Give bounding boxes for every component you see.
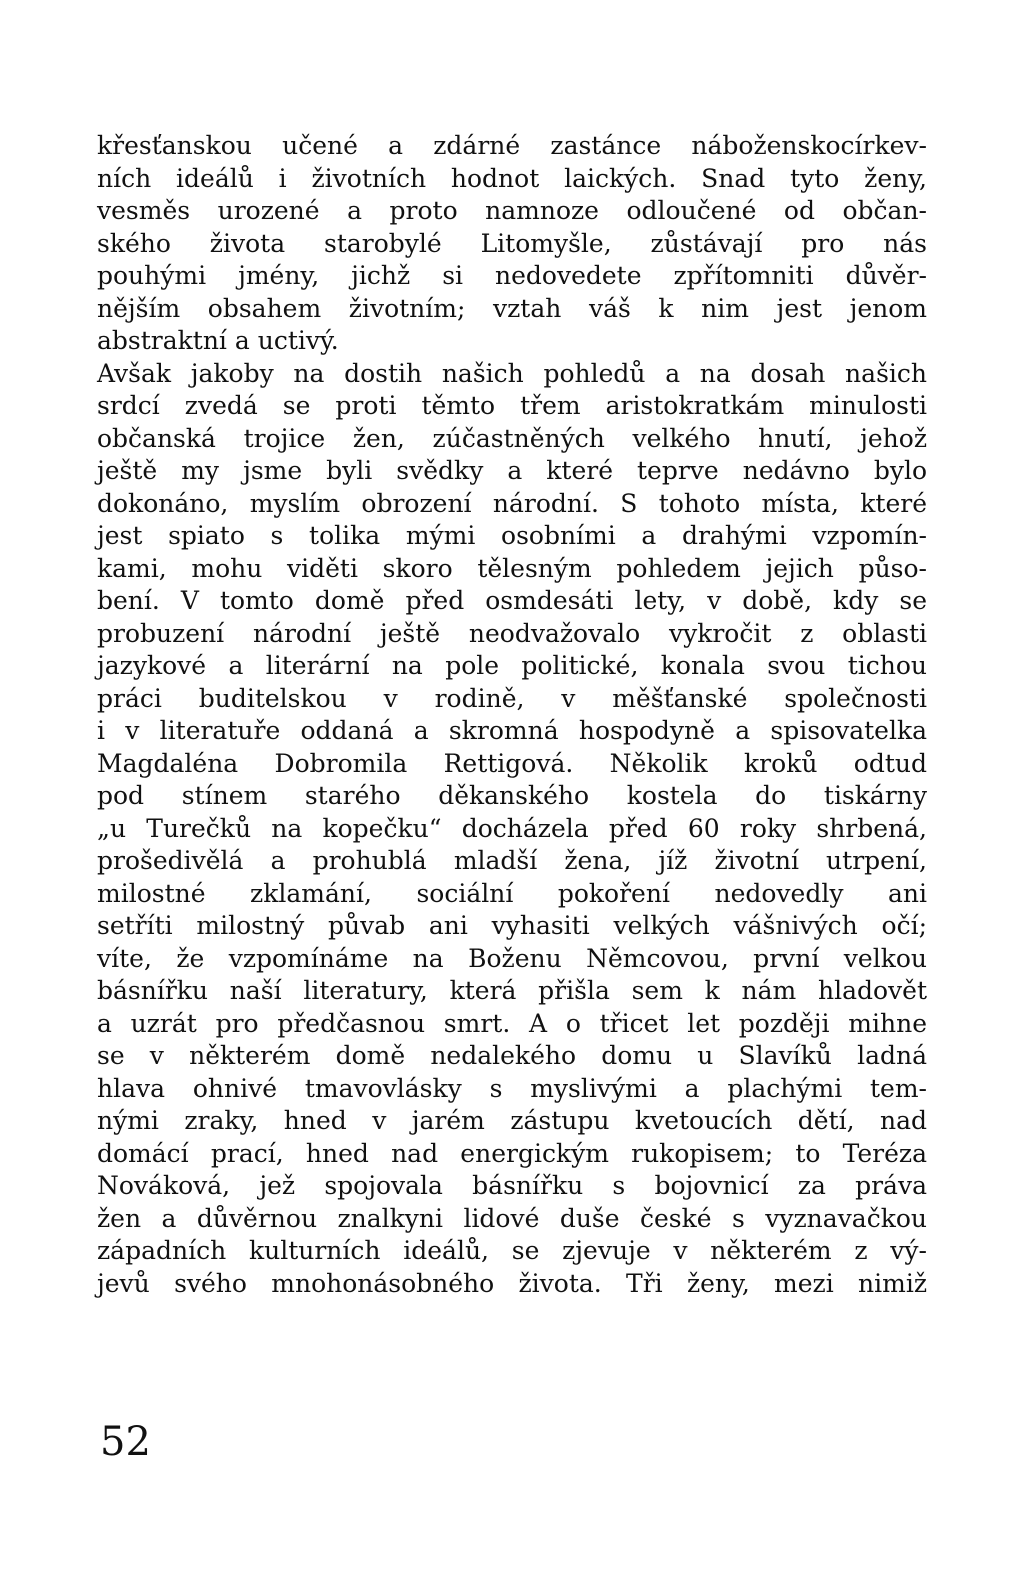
text-line: jevů svého mnohonásobného života. Tři ženy, mezi nimiž <box>97 1268 927 1298</box>
text-line: pod stínem starého děkanského kostela do tiskárny <box>97 781 927 810</box>
text-line: Magdaléna Dobromila Rettigová. Několik kroků odtud <box>97 748 927 778</box>
text-line: se v některém domě nedalekého domu u Slavíků ladná <box>97 1041 927 1070</box>
text-line: milostné zklamání, sociální pokoření nedovedly ani <box>97 878 927 908</box>
text-line: víte, že vzpomínáme na Boženu Němcovou, první velkou <box>97 943 927 973</box>
text-line: Nováková, jež spojovala básnířku s bojovnicí za práva <box>97 1171 927 1200</box>
text-line: pouhými jmény, jichž si nedovedete zpřítomniti důvěr- <box>97 261 927 290</box>
text-line: žen a důvěrnou znalkyni lidové duše české s vyznavačkou <box>97 1203 927 1233</box>
text-line: hlava ohnivé tmavovlásky s myslivými a plachými tem- <box>97 1073 927 1103</box>
text-line: setříti milostný půvab ani vyhasiti velkých vášnivých očí; <box>97 911 927 940</box>
body-text <box>97 130 927 1300</box>
text-line: jazykové a literární na pole politické, konala svou tichou <box>97 651 927 680</box>
text-line: básnířku naší literatury, která přišla sem k nám hladovět <box>97 976 927 1005</box>
text-line: občanská trojice žen, zúčastněných velkého hnutí, jehož <box>97 423 927 453</box>
text-line: ještě my jsme byli svědky a které teprve nedávno bylo <box>97 456 927 485</box>
text-line: abstraktní a uctivý. <box>97 326 339 355</box>
text-line: jest spiato s tolika mými osobními a drahými vzpomín- <box>97 521 927 550</box>
text-line: „u Turečků na kopečku“ docházela před 60 roky shrbená, <box>97 813 927 843</box>
text-line: i v literatuře oddaná a skromná hospodyně a spisovatelka <box>97 716 927 745</box>
text-line: ních ideálů i životních hodnot laických. Snad tyto ženy, <box>97 163 927 193</box>
text-line: a uzrát pro předčasnou smrt. A o třicet let později mihne <box>97 1008 927 1038</box>
text-line: práci buditelskou v rodině, v měšťanské společnosti <box>97 683 927 713</box>
text-line: probuzení národní ještě neodvažovalo vykročit z oblasti <box>97 618 927 648</box>
text-line: západních kulturních ideálů, se zjevuje v některém z vý- <box>97 1236 927 1265</box>
text-line: vesměs urozené a proto namnoze odloučené od občan- <box>97 196 927 225</box>
text-line: bení. V tomto domě před osmdesáti lety, v době, kdy se <box>97 586 927 615</box>
page-number: 52 <box>100 1419 151 1465</box>
text-line: prošedivělá a prohublá mladší žena, jíž životní utrpení, <box>97 846 927 875</box>
text-line: Avšak jakoby na dostih našich pohledů a na dosah našich <box>97 358 927 388</box>
text-line: křesťanskou učené a zdárné zastánce náboženskocírkev- <box>97 131 927 160</box>
text-line: ského života starobylé Litomyšle, zůstávají pro nás <box>97 228 927 258</box>
text-line: domácí prací, hned nad energickým rukopisem; to Teréza <box>97 1138 927 1168</box>
text-line: nými zraky, hned v jarém zástupu kvetoucích dětí, nad <box>97 1106 927 1135</box>
text-line: srdcí zvedá se proti těmto třem aristokratkám minulosti <box>97 391 927 420</box>
text-line: nějším obsahem životním; vztah váš k nim jest jenom <box>97 293 927 323</box>
text-line: dokonáno, myslím obrození národní. S tohoto místa, které <box>97 488 927 518</box>
text-line: kami, mohu viděti skoro tělesným pohledem jejich půso- <box>97 553 927 583</box>
